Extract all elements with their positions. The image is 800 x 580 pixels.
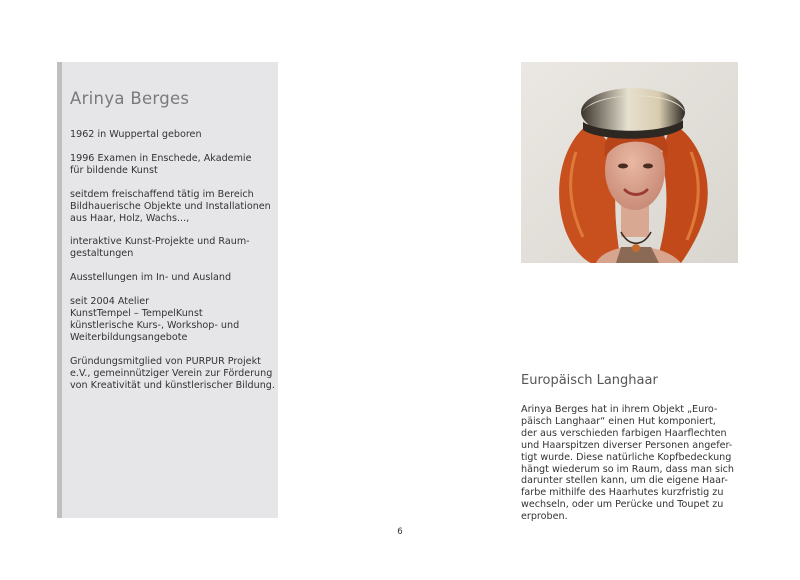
description-line: Arinya Berges hat in ihrem Objekt „Euro- <box>521 404 718 415</box>
bio-line: 1996 Examen in Enschede, Akademie <box>70 152 252 164</box>
description-line: päisch Langhaar“ einen Hut komponiert, <box>521 415 716 427</box>
bio-association <box>70 355 275 392</box>
description-line: der aus verschieden farbigen Haarflechten <box>521 427 727 439</box>
bio-birth <box>70 129 270 141</box>
biography-panel <box>57 62 278 518</box>
bio-line: 1962 in Wuppertal geboren <box>70 129 202 140</box>
bio-exhibitions <box>70 272 270 284</box>
bio-line: Weiterbildungsangebote <box>70 331 188 343</box>
bio-career <box>70 189 270 225</box>
description-line: wechseln, oder um Perücke und Toupet zu <box>521 499 724 511</box>
bio-line: interaktive Kunst-Projekte und Raum- <box>70 236 250 248</box>
bio-line: Bildhauerische Objekte und Installationen <box>70 200 271 212</box>
description-line: farbe mithilfe des Haarhutes kurzfristig zu <box>521 487 724 499</box>
bio-line: KunstTempel – TempelKunst <box>70 308 203 320</box>
bio-line: e.V., gemeinnütziger Verein zur Förderung <box>70 367 273 379</box>
bio-line: künstlerische Kurs-, Workshop- und <box>70 319 240 331</box>
artist-portrait-photo <box>521 62 738 263</box>
artwork-description <box>521 404 741 523</box>
description-line: hängt wiederum so im Raum, dass man sich <box>521 463 734 475</box>
bio-line: Gründungsmitglied von PURPUR Projekt <box>70 355 261 367</box>
bio-line: von Kreativität und künstlerischer Bildung. <box>70 379 275 391</box>
bio-line: gestaltungen <box>70 248 134 260</box>
artwork-title: Europäisch Langhaar <box>521 373 658 388</box>
bio-line: aus Haar, Holz, Wachs..., <box>70 212 190 224</box>
bio-line: seit 2004 Atelier <box>70 296 150 308</box>
description-line: tigt wurde. Diese natürliche Kopfbedeckung <box>521 451 732 463</box>
bio-projects <box>70 236 270 260</box>
bio-line: Ausstellungen im In- und Ausland <box>70 272 232 284</box>
description-line: erproben. <box>521 511 568 523</box>
description-line: und Haarspitzen diverser Personen angefer- <box>521 439 733 451</box>
bio-education <box>70 153 270 177</box>
artist-name: Arinya Berges <box>70 89 190 108</box>
page-number: 6 <box>397 527 403 537</box>
bio-line: für bildende Kunst <box>70 164 158 176</box>
bio-atelier <box>70 296 270 344</box>
bio-line: seitdem freischaffend tätig im Bereich <box>70 188 254 200</box>
description-line: darunter stellen kann, um die eigene Haar- <box>521 475 728 487</box>
